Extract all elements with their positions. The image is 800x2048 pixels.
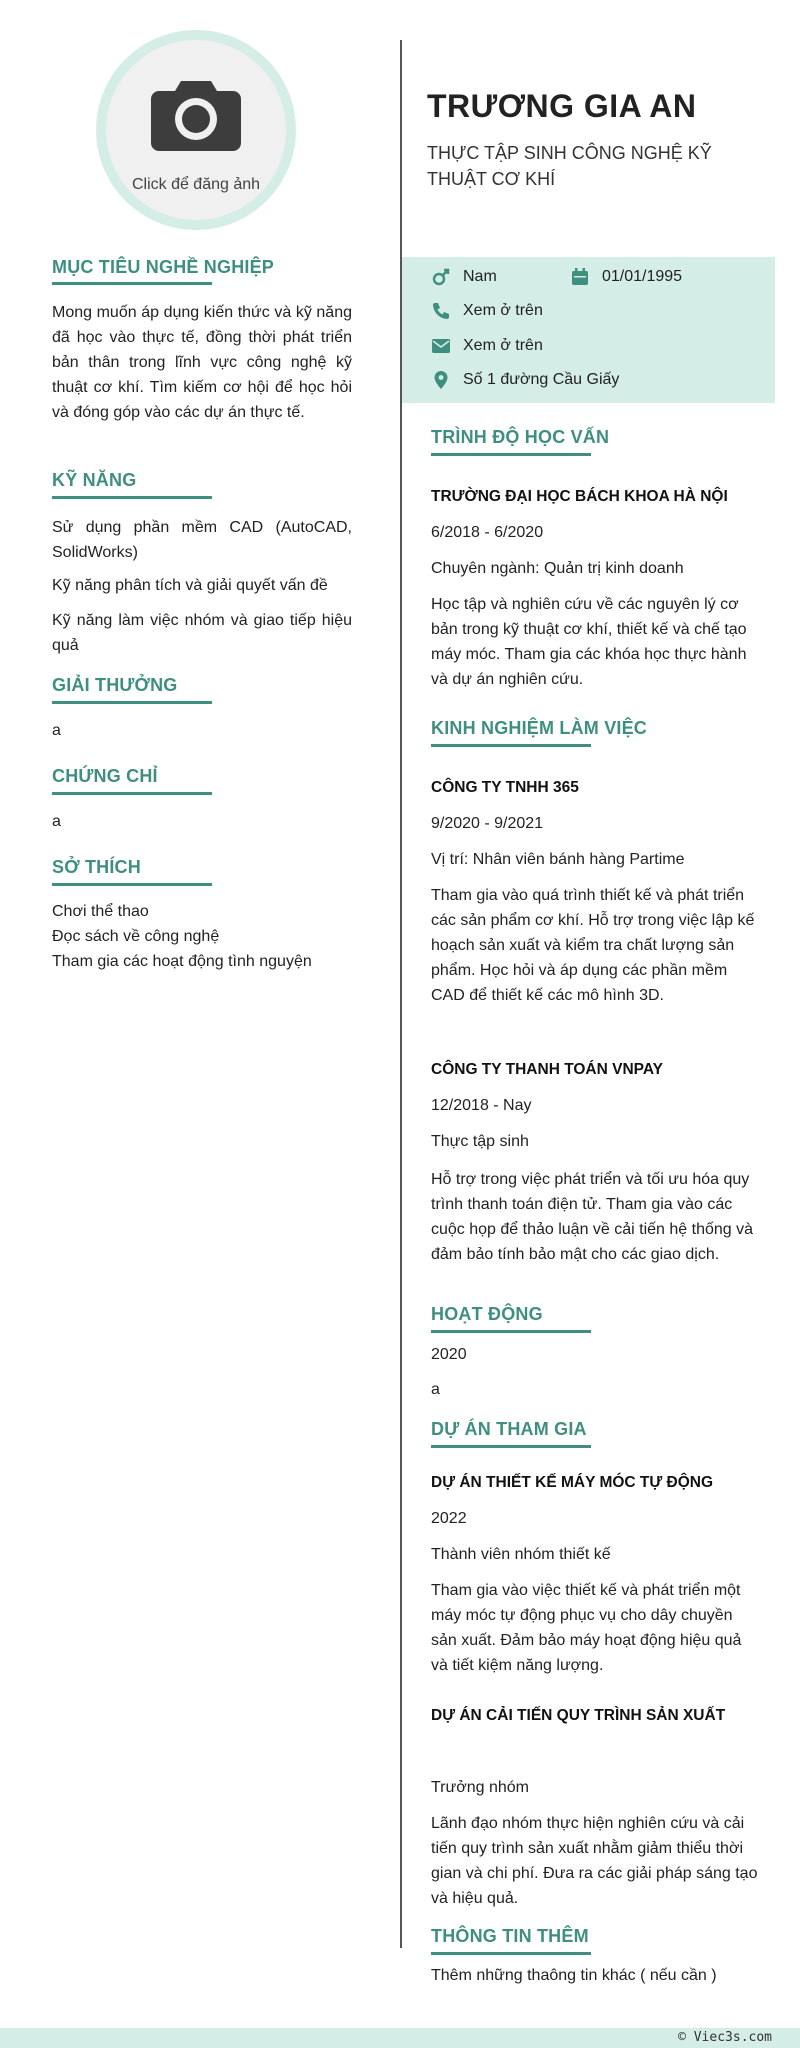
- certificates-title: CHỨNG CHỈ: [52, 766, 158, 786]
- email-icon: [431, 336, 451, 356]
- birthday-value: 01/01/1995: [602, 268, 683, 285]
- contact-gender: [431, 267, 497, 287]
- hobby-item: Đọc sách về công nghệ: [52, 928, 220, 945]
- education-description: Học tập và nghiên cứu về các nguyên lý cơ bản trong kỹ thuật cơ khí, thiết kế và chế tạo máy móc. Tham gia các khóa học thực hành và dự án nghiên cứu.: [431, 596, 747, 688]
- hobby-item: Chơi thể thao: [52, 903, 149, 920]
- skill-item: Kỹ năng làm việc nhóm và giao tiếp hiệu quả: [52, 612, 352, 654]
- education-underline: [431, 453, 591, 456]
- phone-icon: [431, 301, 451, 321]
- job-description: Tham gia vào quá trình thiết kế và phát triển các sản phẩm cơ khí. Hỗ trợ trong việc lập kế hoạch sản xuất và kiểm tra chất lượng sản phẩm. Học hỏi và áp dụng các phần mềm CAD để thiết kế các mô hình 3D.: [431, 887, 755, 1004]
- project-description: Lãnh đạo nhóm thực hiện nghiên cứu và cải tiến quy trình sản xuất nhằm giảm thiểu thời gian và chi phí. Đưa ra các giải pháp sáng tạo và hiệu quả.: [431, 1815, 758, 1907]
- email-value: Xem ở trên: [463, 337, 543, 354]
- camera-icon: [151, 77, 241, 151]
- contact-email: [431, 336, 543, 356]
- certificates-text: a: [52, 813, 61, 830]
- project-description: Tham gia vào việc thiết kế và phát triển một máy móc tự động phục vụ cho dây chuyền sản xuất. Đảm bảo máy hoạt động hiệu quả và tiết kiệm năng lượng.: [431, 1582, 742, 1674]
- experience-title: KINH NGHIỆM LÀM VIỆC: [431, 718, 648, 738]
- project-role: Trưởng nhóm: [431, 1779, 529, 1796]
- job-position: Vị trí: Nhân viên bánh hàng Partime: [431, 851, 685, 868]
- job-company: CÔNG TY THANH TOÁN VNPAY: [431, 1061, 663, 1078]
- hobbies-title: SỞ THÍCH: [52, 857, 141, 877]
- gender-icon: [431, 267, 451, 287]
- gender-value: Nam: [463, 268, 497, 285]
- calendar-icon: [570, 267, 590, 287]
- job-description: Hỗ trợ trong việc phát triển và tối ưu hóa quy trình thanh toán điện tử. Tham gia vào các cuộc họp để thảo luận về cải tiến hệ thống và đảm bảo tính bảo mật cho các giao dịch.: [431, 1171, 754, 1263]
- education-major: Chuyên ngành: Quản trị kinh doanh: [431, 560, 684, 577]
- phone-value: Xem ở trên: [463, 302, 543, 319]
- activities-title: HOẠT ĐỘNG: [431, 1304, 543, 1324]
- skill-item: Kỹ năng phân tích và giải quyết vấn đề: [52, 577, 328, 594]
- education-title: TRÌNH ĐỘ HỌC VẤN: [431, 427, 610, 447]
- job-period: 9/2020 - 9/2021: [431, 815, 544, 832]
- objective-underline: [52, 282, 212, 285]
- extra-text: Thêm những thaông tin khác ( nếu cần ): [431, 1967, 717, 1984]
- hobbies-underline: [52, 883, 212, 886]
- objective-text: Mong muốn áp dụng kiến thức và kỹ năng đã học vào thực tế, đồng thời phát triển bản thân trong lĩnh vực công nghệ kỹ thuật cơ khí. Tìm kiếm cơ hội để học hỏi và đóng góp vào các dự án thực tế.: [52, 304, 352, 421]
- skills-underline: [52, 496, 212, 499]
- address-value: Số 1 đường Cầu Giấy: [463, 371, 620, 388]
- contact-address: [431, 370, 619, 390]
- job-position: Thực tập sinh: [431, 1133, 529, 1150]
- project-name: DỰ ÁN CẢI TIẾN QUY TRÌNH SẢN XUẤT: [431, 1707, 726, 1724]
- experience-underline: [431, 744, 591, 747]
- objective-title: MỤC TIÊU NGHỀ NGHIỆP: [52, 257, 275, 277]
- job-period: 12/2018 - Nay: [431, 1097, 532, 1114]
- contact-box: [402, 257, 775, 403]
- project-year: 2022: [431, 1510, 467, 1527]
- project-name: DỰ ÁN THIẾT KẾ MÁY MÓC TỰ ĐỘNG: [431, 1474, 714, 1491]
- footer-bar: [0, 2028, 800, 2048]
- hobby-item: Tham gia các hoạt động tình nguyện: [52, 953, 312, 970]
- project-role: Thành viên nhóm thiết kế: [431, 1546, 611, 1563]
- job-company: CÔNG TY TNHH 365: [431, 779, 579, 796]
- projects-underline: [431, 1445, 591, 1448]
- awards-underline: [52, 701, 212, 704]
- skill-item: Sử dụng phần mềm CAD (AutoCAD, SolidWorks): [52, 519, 352, 561]
- contact-birthday: [570, 267, 682, 287]
- avatar[interactable]: [106, 40, 286, 220]
- awards-text: a: [52, 722, 61, 739]
- candidate-name: TRƯƠNG GIA AN: [427, 88, 697, 124]
- activities-text: a: [431, 1381, 440, 1398]
- extra-title: THÔNG TIN THÊM: [431, 1926, 589, 1946]
- candidate-role: THỰC TẬP SINH CÔNG NGHỆ KỸ THUẬT CƠ KHÍ: [427, 143, 712, 189]
- certificates-underline: [52, 792, 212, 795]
- avatar-upload[interactable]: [96, 30, 296, 230]
- extra-underline: [431, 1952, 591, 1955]
- footer-watermark: © Viec3s.com: [678, 2030, 772, 2045]
- skills-title: KỸ NĂNG: [52, 470, 137, 490]
- education-school: TRƯỜNG ĐẠI HỌC BÁCH KHOA HÀ NỘI: [431, 488, 728, 505]
- avatar-caption: Click để đăng ảnh: [131, 176, 261, 193]
- education-period: 6/2018 - 6/2020: [431, 524, 544, 541]
- awards-title: GIẢI THƯỞNG: [52, 675, 178, 695]
- contact-phone: [431, 301, 543, 321]
- projects-title: DỰ ÁN THAM GIA: [431, 1419, 587, 1439]
- location-pin-icon: [431, 370, 451, 390]
- activities-year: 2020: [431, 1346, 467, 1363]
- activities-underline: [431, 1330, 591, 1333]
